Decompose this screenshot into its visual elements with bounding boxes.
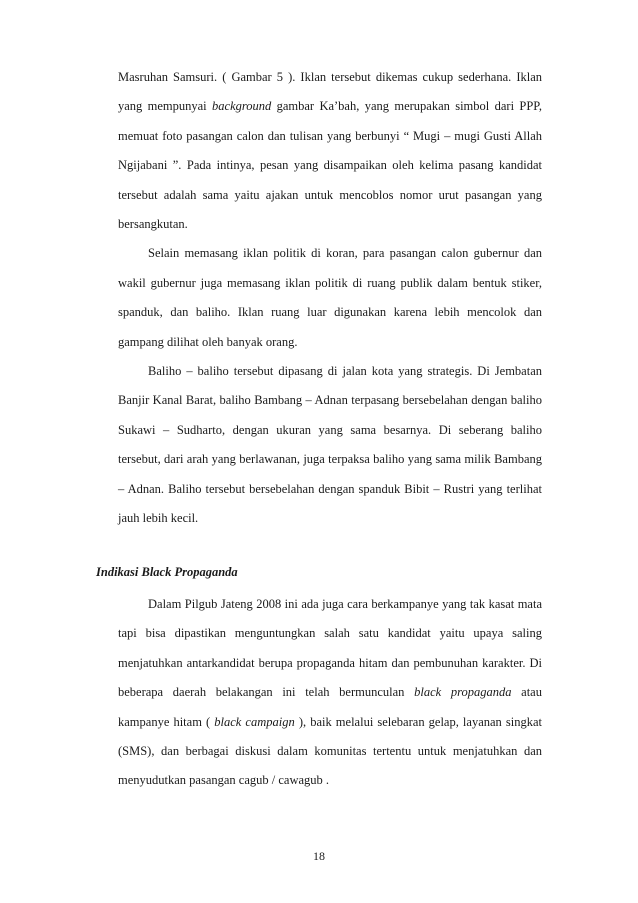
- page-number: 18: [313, 849, 325, 863]
- paragraph-1: Masruhan Samsuri. ( Gambar 5 ). Iklan tersebut dikemas cukup sederhana. Iklan yang mempunyai background gambar Ka’bah, yang merupakan simbol dari PPP, memuat foto pasangan calon dan tulisan yang berbunyi “ Mugi – mugi Gusti Allah Ngijabani ”. Pada intinya, pesan yang disampaikan oleh kelima pasang kandidat tersebut adalah sama yaitu ajakan untuk mencoblos nomor urut pasangan yang bersangkutan.: [118, 70, 542, 232]
- paragraph-2: Selain memasang iklan politik di koran, para pasangan calon gubernur dan wakil gubernur juga memasang iklan politik di ruang publik dalam bentuk stiker, spanduk, dan baliho. Iklan ruang luar digunakan karena lebih mencolok dan gampang dilihat oleh banyak orang.: [118, 246, 542, 349]
- paragraph-3: Baliho – baliho tersebut dipasang di jalan kota yang strategis. Di Jembatan Banjir Kanal Barat, baliho Bambang – Adnan terpasang bersebelahan dengan baliho Sukawi – Sudharto, dengan ukuran yang sama besarnya. Di seberang baliho tersebut, dari arah yang berlawanan, juga terpaksa baliho yang sama milik Bambang – Adnan. Baliho tersebut bersebelahan dengan spanduk Bibit – Rustri yang terlihat jauh lebih kecil.: [118, 364, 542, 526]
- body-text-section-1: [118, 63, 542, 534]
- body-text-section-2: [118, 590, 542, 796]
- section-heading: Indikasi Black Propaganda: [96, 565, 238, 579]
- paragraph-4: Dalam Pilgub Jateng 2008 ini ada juga cara berkampanye yang tak kasat mata tapi bisa dipastikan menguntungkan salah satu kandidat yaitu upaya saling menjatuhkan antarkandidat berupa propaganda hitam dan pembunuhan karakter. Di beberapa daerah belakangan ini telah bermunculan black propaganda atau kampanye hitam ( black campaign ), baik melalui selebaran gelap, layanan singkat (SMS), dan berbagai diskusi dalam komunitas tertentu untuk menjatuhkan dan menyudutkan pasangan cagub / cawagub .: [118, 597, 542, 788]
